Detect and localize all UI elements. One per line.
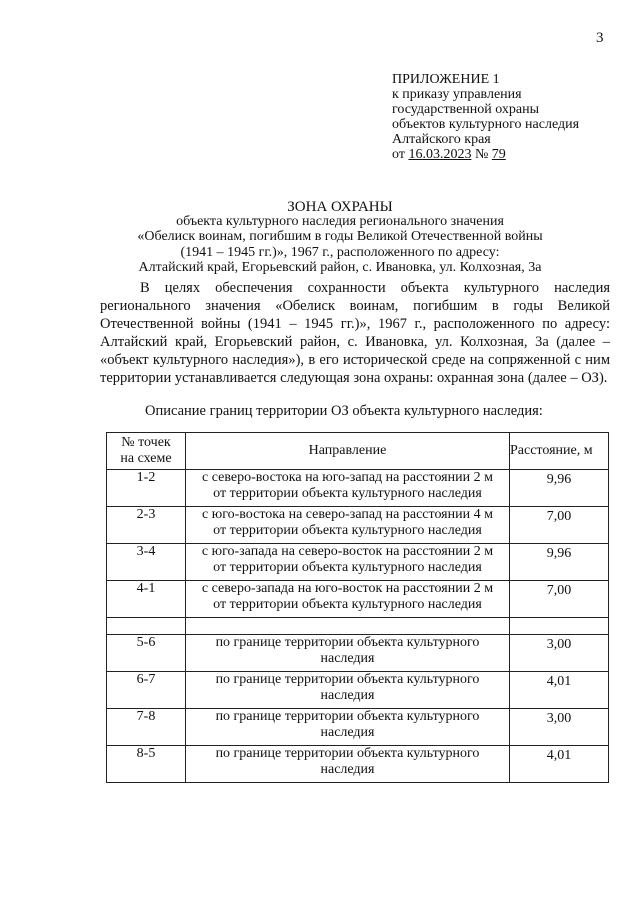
direction-line: по границе территории объекта культурного [215,746,480,761]
empty-cell [510,618,609,635]
table-caption: Описание границ территории ОЗ объекта культурного наследия: [145,403,543,419]
cell-distance: 3,00 [510,709,609,746]
subtitle-line: объекта культурного наследия регионального значения [176,214,504,229]
cell-direction [186,635,510,672]
table-row [107,746,609,783]
intro-paragraph: В целях обеспечения сохранности объекта культурного наследия регионального значения «Обелиск воинам, погибшим в годы Великой Отечественной войны (1941 – 1945 гг.)», 1967 г., расположенного по адресу: Алтайский край, Егорьевский район, с. Ивановка, ул. Колхозная, 3а (далее – «объект культурного наследия»), в его исторической среде на сопряженной с ним территории устанавливается следующая зона охраны: охранная зона (далее – ОЗ). [100,280,610,386]
cell-direction [186,544,510,581]
table-row [107,635,609,672]
appendix-date-line [392,147,579,162]
appendix-line: объектов культурного наследия [392,117,580,132]
cell-distance: 3,00 [510,635,609,672]
header-distance: Расстояние, м [510,433,609,470]
cell-points: 2-3 [107,507,186,544]
cell-direction [186,746,510,783]
cell-points: 1-2 [107,470,186,507]
boundary-table [106,432,609,783]
direction-line: с северо-запада на юго-восток на расстоянии 2 м [201,581,494,596]
appendix-block [392,72,579,162]
direction-line: по границе территории объекта культурного [215,709,480,724]
table-row [107,581,609,618]
header-points [107,433,186,470]
header-points-line: на схеме [120,451,172,466]
direction-line: с северо-востока на юго-запад на расстоянии 2 м [202,470,493,485]
cell-direction [186,672,510,709]
appendix-line: к приказу управления [392,87,522,102]
table-header-row [107,433,609,470]
direction-line: наследия [320,651,375,666]
direction-line: с юго-востока на северо-запад на расстоянии 4 м [202,507,493,522]
cell-distance: 4,01 [510,672,609,709]
subtitle-line: «Обелиск воинам, погибшим в годы Великой Отечественной войны [137,229,543,245]
page-number: 3 [596,30,604,46]
empty-cell [107,618,186,635]
cell-distance: 9,96 [510,470,609,507]
cell-direction [186,507,510,544]
direction-line: с юго-запада на северо-восток на расстоянии 2 м [201,544,494,559]
cell-points: 7-8 [107,709,186,746]
cell-distance: 4,01 [510,746,609,783]
cell-direction [186,709,510,746]
cell-distance: 7,00 [510,581,609,618]
appendix-heading: ПРИЛОЖЕНИЕ 1 [392,72,500,87]
table-row [107,672,609,709]
direction-line: по границе территории объекта культурного [215,672,480,687]
direction-line: от территории объекта культурного наследия [213,523,482,538]
order-number: 79 [491,147,506,162]
direction-line: от территории объекта культурного наследия [213,597,482,612]
direction-line: наследия [320,725,375,740]
appendix-line: Алтайского края [392,132,491,147]
table-row [107,507,609,544]
direction-line: наследия [320,688,375,703]
empty-cell [186,618,510,635]
cell-points: 8-5 [107,746,186,783]
cell-direction [186,470,510,507]
table-spacer-row [107,618,609,635]
cell-points: 3-4 [107,544,186,581]
table-row [107,709,609,746]
cell-distance: 9,96 [510,544,609,581]
order-date: 16.03.2023 [408,147,472,162]
date-prefix: от [392,147,409,162]
cell-points: 5-6 [107,635,186,672]
table-row [107,470,609,507]
direction-line: наследия [320,762,375,777]
direction-line: от территории объекта культурного наследия [213,560,482,575]
zone-title: ЗОНА ОХРАНЫ [287,199,393,215]
header-points-line: № точек [121,435,171,450]
subtitle-line: (1941 – 1945 гг.)», 1967 г., расположенного по адресу: [180,244,500,260]
cell-distance: 7,00 [510,507,609,544]
number-prefix: № [471,147,492,162]
header-direction: Направление [186,433,510,470]
cell-points: 6-7 [107,672,186,709]
cell-points: 4-1 [107,581,186,618]
subtitle-line: Алтайский край, Егорьевский район, с. Ивановка, ул. Колхозная, 3а [138,259,542,275]
direction-line: по границе территории объекта культурного [215,635,480,650]
appendix-line: государственной охраны [392,102,540,117]
direction-line: от территории объекта культурного наследия [213,486,482,501]
zone-subtitle [90,214,590,275]
cell-direction [186,581,510,618]
table-row [107,544,609,581]
